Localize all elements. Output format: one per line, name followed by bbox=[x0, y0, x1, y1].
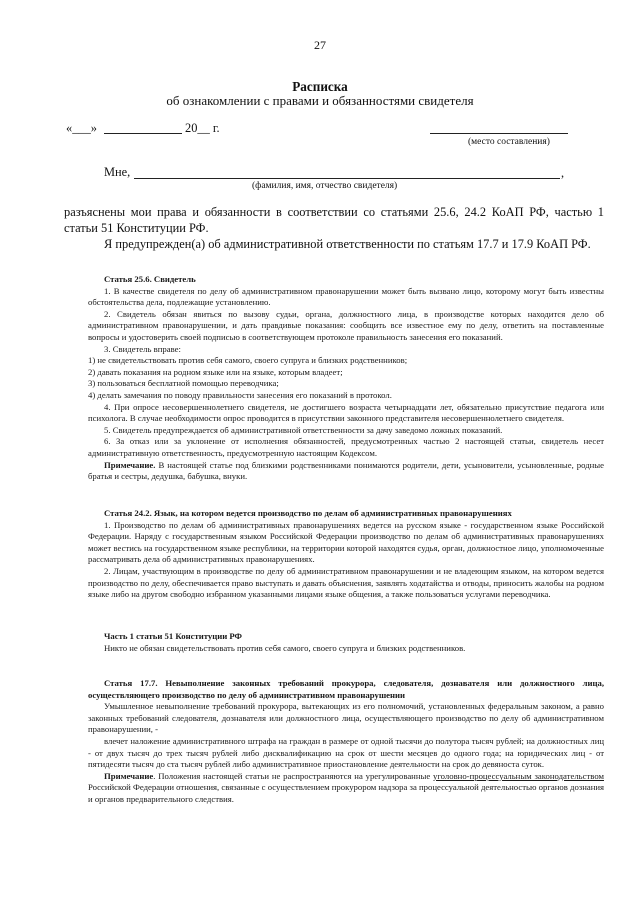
article-17-7 bbox=[88, 678, 604, 806]
article-paragraph: 3. Свидетель вправе: bbox=[104, 343, 181, 354]
article-heading: Часть 1 статьи 51 Конституции РФ bbox=[104, 631, 243, 641]
list-item: 1) не свидетельствовать против себя самого, своего супруга и близких родственников; bbox=[88, 355, 408, 366]
article-paragraph: 4. При опросе несовершеннолетнего свидетеля, не достигшего возраста четырнадцати лет, обязательно присутствие педагога или психолога. В случае необходимости опрос проводится в присутствии законного представителя несовершеннолетнего свидетеля. bbox=[88, 401, 604, 424]
article-paragraph: 1. В качестве свидетеля по делу об административном правонарушении может быть вызвано лицо, которому могут быть известны обстоятельства дела, подлежащие установлению. bbox=[88, 285, 604, 308]
article-note bbox=[88, 460, 604, 483]
list-item: 3) пользоваться бесплатной помощью переводчика; bbox=[88, 378, 279, 389]
article-24-2 bbox=[88, 508, 604, 601]
intro-warning: Я предупрежден(а) об административной ответственности по статьям 17.7 и 17.9 КоАП РФ. bbox=[104, 237, 591, 251]
place-blank bbox=[430, 133, 568, 134]
article-paragraph: 2. Лицам, участвующим в производстве по делу об административном правонарушении и не владеющим языком, на котором ведется производство по делу, обеспечивается право выступать и давать объяснения, заявлять ходатайства и отводы, приносить жалобы на родном языке либо на другом свободно избранном указанными лицами языке общения, а также пользоваться услугами переводчика. bbox=[88, 565, 604, 600]
article-paragraph: 5. Свидетель предупреждается об административной ответственности за дачу заведомо ложных показаний. bbox=[104, 424, 503, 435]
date-day-field: «___» bbox=[66, 121, 97, 135]
list-item: 2) давать показания на родном языке или на языке, которым владеет; bbox=[88, 366, 343, 377]
name-comma: , bbox=[561, 166, 565, 180]
article-paragraph: Умышленное невыполнение требований прокурора, вытекающих из его полномочий, установленных федеральным законом, а равно законных требований следователя, дознавателя или должностного лица, осуществляющего производство по делу об административном правонарушении, - bbox=[88, 701, 604, 735]
article-heading: Статья 17.7. Невыполнение законных требований прокурора, следователя, дознавателя или должностного лица, осуществляющего производство по делу об административном правонарушении bbox=[88, 678, 604, 700]
note-text: . Положения настоящей статьи не распространяются на урегулированные bbox=[153, 770, 433, 781]
article-note bbox=[88, 771, 604, 806]
note-link[interactable]: уголовно-процессуальным законодательством bbox=[432, 770, 604, 781]
list-item: 4) делать замечания по поводу правильности занесения его показаний в протокол. bbox=[88, 389, 392, 400]
date-month-blank bbox=[104, 133, 182, 134]
article-paragraph: 2. Свидетель обязан явиться по вызову судьи, органа, должностного лица, в производстве которых находится дело об административном правонарушении, и дать правдивые показания: сообщить все известное ему по делу, ответить на поставленные вопросы и удостоверить своей подписью в соответствующем протоколе правильность занесения его показаний. bbox=[88, 308, 604, 342]
date-year-field: 20__ г. bbox=[185, 121, 220, 135]
to-label: Мне, bbox=[104, 165, 131, 179]
name-caption: (фамилия, имя, отчество свидетеля) bbox=[252, 181, 398, 191]
note-text: В настоящей статье под близкими родственниками понимаются родители, дети, усыновители, усыновленные, родные братья и сестры, дедушка, бабушка, внуки. bbox=[88, 459, 604, 482]
name-blank bbox=[134, 178, 560, 179]
article-paragraph: влечет наложение административного штрафа на граждан в размере от одной тысячи до полутора тысяч рублей; на должностных лиц - от двух тысяч до трех тысяч рублей либо дисквалификацию на срок от шести месяцев до одного года; на юридических лиц - от пятидесяти тысяч до ста тысяч рублей либо административное приостановление деятельности на срок до девяноста суток. bbox=[88, 735, 604, 770]
article-paragraph: Никто не обязан свидетельствовать против себя самого, своего супруга и близких родственников. bbox=[104, 642, 466, 653]
document-subtitle: об ознакомлении с правами и обязанностями свидетеля bbox=[166, 93, 474, 108]
article-heading: Статья 24.2. Язык, на котором ведется производство по делам об административных правонарушениях bbox=[104, 508, 512, 518]
place-caption: (место составления) bbox=[468, 137, 550, 147]
note-text: Российской Федерации отношения, связанные с осуществлением прокурором надзора за процессуальной деятельностью органов дознания и органов предварительного следствия. bbox=[88, 782, 605, 804]
article-25-6 bbox=[88, 274, 604, 483]
note-label: Примечание bbox=[104, 770, 154, 781]
document-title: Расписка bbox=[292, 79, 348, 94]
constitution-51 bbox=[88, 631, 604, 654]
article-paragraph: 6. За отказ или за уклонение от исполнения обязанностей, предусмотренных частью 2 настоящей статьи, свидетель несет административную ответственность, предусмотренную настоящим Кодексом. bbox=[88, 436, 604, 458]
article-heading: Статья 25.6. Свидетель bbox=[104, 274, 196, 284]
note-label: Примечание. bbox=[104, 459, 156, 470]
article-paragraph: 1. Производство по делам об административных правонарушениях ведется на русском языке - государственном языке Российской Федерации. Наряду с государственным языком Российской Федерации производство по делам об административных правонарушениях может вестись на государственном языке республики, на территории которой находятся судья, орган, должностное лицо, уполномоченные рассматривать дела об административных правонарушениях. bbox=[88, 519, 604, 565]
intro-block bbox=[64, 204, 604, 252]
page-number: 27 bbox=[314, 38, 326, 52]
intro-rights-explained: разъяснены мои права и обязанности в соответствии со статьями 25.6, 24.2 КоАП РФ, частью 1 статьи 51 Конституции РФ. bbox=[64, 205, 604, 235]
